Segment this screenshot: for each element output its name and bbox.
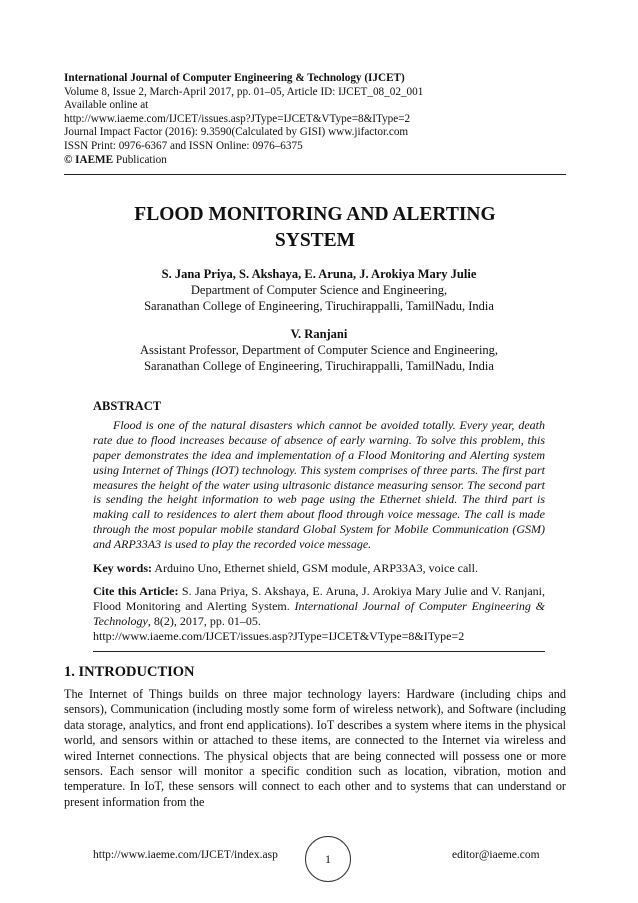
page-footer	[0, 836, 638, 886]
author-department: Department of Computer Science and Engineering,	[190, 283, 448, 297]
keywords-text: Arduino Uno, Ethernet shield, GSM module, ARP33A3, voice call.	[152, 561, 478, 576]
issue-url[interactable]: http://www.iaeme.com/IJCET/issues.asp?JType=IJCET&VType=8&IType=2	[64, 112, 411, 125]
author-names: S. Jana Priya, S. Akshaya, E. Aruna, J. Arokiya Mary Julie	[161, 267, 477, 281]
second-author-name: V. Ranjani	[290, 327, 348, 341]
paper-title	[64, 202, 566, 254]
footer-url[interactable]: http://www.iaeme.com/IJCET/index.asp	[93, 849, 278, 861]
keywords	[93, 561, 545, 576]
abstract-divider	[93, 651, 545, 652]
introduction-heading: 1. INTRODUCTION	[64, 664, 195, 680]
author-block	[64, 266, 574, 374]
citation	[93, 584, 545, 644]
page-number: 1	[305, 836, 351, 882]
footer-email[interactable]: editor@iaeme.com	[452, 849, 540, 861]
second-author-department: Assistant Professor, Department of Computer Science and Engineering,	[139, 343, 499, 357]
abstract-body: Flood is one of the natural disasters which cannot be avoided totally. Every year, death rate due to flood increases because of absence of early warning. To solve this problem, this paper demonstrates the idea and implementation of a Flood Monitoring and Alerting system using Internet of Things (IOT) technology. This system comprises of three parts. The first part measures the height of the water using ultrasonic distance measuring sensor. The second part is sending the height information to web page using the Ethernet shield. The third part is making call to residences to alert them about flood through voice message. The call is made through the most popular mobile standard Global System for Mobile Communication (GSM) and ARP33A3 is used to play the recorded voice message.	[93, 417, 545, 552]
issn-info: ISSN Print: 0976-6367 and ISSN Online: 0976–6375	[64, 139, 303, 152]
title-line-1: FLOOD MONITORING AND ALERTING	[134, 204, 496, 225]
volume-info: Volume 8, Issue 2, March-April 2017, pp. 01–05, Article ID: IJCET_08_02_001	[64, 85, 424, 98]
introduction-body: The Internet of Things builds on three major technology layers: Hardware (including chips and sensors), Communication (including mostly some form of wireless network), and Software (including data storage, analytics, and front end applications). IoT describes a system where items in the physical world, and sensors within or attached to these items, are connected to the Internet via wireless and wired Internet connections. The physical objects that are being connected will possess one or more sensors. Each sensor will monitor a specific condition such as location, vibration, motion and temperature. In IoT, these sensors will connect to each other and to systems that can understand or present information from the	[64, 687, 566, 809]
keywords-label: Key words:	[93, 561, 152, 576]
author-college: Saranathan College of Engineering, Tiruchirappalli, TamilNadu, India	[144, 299, 494, 313]
journal-name: International Journal of Computer Engineering & Technology (IJCET)	[64, 72, 405, 84]
title-line-2: SYSTEM	[274, 230, 356, 251]
introduction-section	[64, 664, 566, 810]
cite-text: S. Jana Priya, S. Akshaya, E. Aruna, J. Arokiya Mary Julie and V. Ranjani, Flood Monitoring and Alerting System.	[93, 583, 545, 613]
abstract-heading: ABSTRACT	[93, 399, 162, 413]
cite-journal: International Journal of Computer Engineering & Technology	[93, 598, 545, 628]
publisher-text: Publication	[113, 153, 167, 166]
impact-factor: Journal Impact Factor (2016): 9.3590(Calculated by GISI) www.jifactor.com	[64, 126, 409, 139]
journal-header	[64, 72, 564, 167]
cite-tail: , 8(2), 2017, pp. 01–05.	[147, 613, 261, 628]
cite-label: Cite this Article:	[93, 583, 179, 598]
available-online: Available online at	[64, 99, 149, 112]
publisher-mark: © IAEME	[64, 153, 114, 166]
header-divider	[64, 174, 566, 175]
second-author-college: Saranathan College of Engineering, Tiruchirappalli, TamilNadu, India	[144, 359, 494, 373]
cite-url[interactable]: http://www.iaeme.com/IJCET/issues.asp?JType=IJCET&VType=8&IType=2	[93, 628, 465, 643]
abstract-section	[93, 399, 545, 644]
publisher-line	[64, 154, 564, 168]
